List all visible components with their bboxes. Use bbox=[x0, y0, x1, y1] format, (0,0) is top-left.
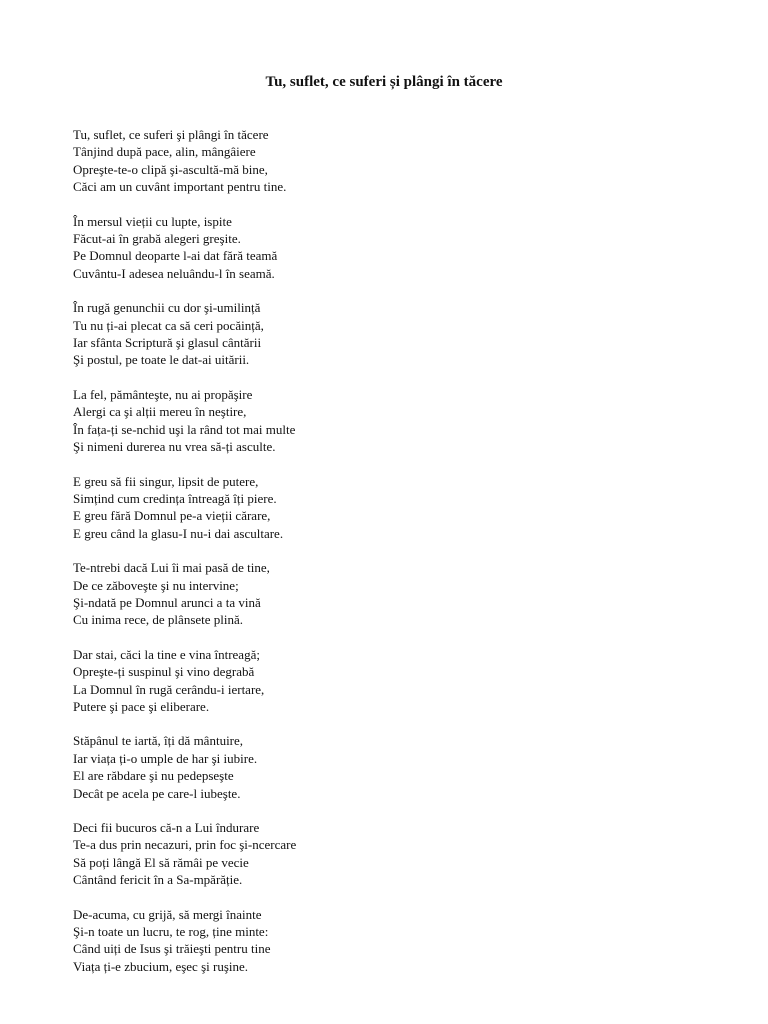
stanza bbox=[73, 906, 673, 976]
poem-line: Decât pe acela pe care-l iubeşte. bbox=[73, 785, 241, 801]
poem-line: Te-a dus prin necazuri, prin foc şi-ncercare bbox=[73, 837, 297, 853]
poem-line: Şi-n toate un lucru, te rog, ține minte: bbox=[73, 924, 269, 940]
poem-line: Cuvântu-I adesea neluându-l în seamă. bbox=[73, 265, 275, 281]
poem-line: Te-ntrebi dacă Lui îi mai pasă de tine, bbox=[73, 560, 270, 576]
stanza bbox=[73, 819, 673, 889]
poem-line: E greu să fii singur, lipsit de putere, bbox=[73, 473, 259, 489]
poem-line: La fel, pământeşte, nu ai propăşire bbox=[73, 386, 253, 402]
poem-line: Cu inima rece, de plânsete plină. bbox=[73, 612, 244, 628]
poem-line: Căci am un cuvânt important pentru tine. bbox=[73, 179, 287, 195]
poem-line: E greu fără Domnul pe-a vieții cărare, bbox=[73, 508, 271, 524]
stanza bbox=[73, 213, 673, 283]
stanza bbox=[73, 559, 673, 629]
stanza bbox=[73, 473, 673, 543]
poem-line: De ce zăboveşte şi nu intervine; bbox=[73, 577, 239, 593]
poem-title: Tu, suflet, ce suferi și plângi în tăcere bbox=[265, 74, 503, 90]
stanza bbox=[73, 386, 673, 456]
poem-line: Şi postul, pe toate le dat-ai uitării. bbox=[73, 352, 250, 368]
poem-line: Viața ți-e zbucium, eşec şi ruşine. bbox=[73, 958, 249, 974]
stanza bbox=[73, 299, 673, 369]
poem-line: Pe Domnul deoparte l-ai dat fără teamă bbox=[73, 248, 278, 264]
poem-line: În fața-ți se-nchid uşi la rând tot mai multe bbox=[73, 421, 296, 437]
poem-line: Iar sfânta Scriptură şi glasul cântării bbox=[73, 335, 262, 351]
poem-line: Deci fii bucuros că-n a Lui îndurare bbox=[73, 820, 260, 835]
stanza bbox=[73, 732, 673, 802]
poem-line: Opreşte-ți suspinul şi vino degrabă bbox=[73, 664, 255, 680]
poem-line: El are răbdare şi nu pedepseşte bbox=[73, 768, 234, 784]
poem-line: Făcut-ai în grabă alegeri greşite. bbox=[73, 231, 241, 247]
poem-line: Dar stai, căci la tine e vina întreagă; bbox=[73, 646, 260, 662]
poem-line: Alergi ca şi alții mereu în neştire, bbox=[73, 404, 247, 420]
poem-line: De-acuma, cu grijă, să mergi înainte bbox=[73, 906, 262, 922]
poem-line: Şi nimeni durerea nu vrea să-ți asculte. bbox=[73, 439, 276, 455]
poem-line: Opreşte-te-o clipă şi-ascultă-mă bine, bbox=[73, 161, 268, 177]
poem-line: Stăpânul te iartă, îți dă mântuire, bbox=[73, 733, 244, 749]
poem-line: Putere şi pace şi eliberare. bbox=[73, 698, 210, 714]
poem-line: Tu nu ți-ai plecat ca să ceri pocăință, bbox=[73, 317, 264, 333]
poem-line: Iar viața ți-o umple de har şi iubire. bbox=[73, 750, 258, 766]
poem-line: Cântând fericit în a Sa-mpărăție. bbox=[73, 872, 243, 888]
poem-line: La Domnul în rugă cerându-i iertare, bbox=[73, 681, 265, 697]
poem-line: Tu, suflet, ce suferi şi plângi în tăcere bbox=[73, 127, 269, 142]
poem-line: Să poți lângă El să rămâi pe vecie bbox=[73, 854, 249, 870]
poem-line: Tânjind după pace, alin, mângâiere bbox=[73, 144, 256, 160]
poem-line: În mersul vieții cu lupte, ispite bbox=[73, 213, 232, 229]
poem-body bbox=[73, 126, 673, 992]
poem-line: E greu când la glasu-I nu-i dai ascultare. bbox=[73, 525, 284, 541]
poem-line: În rugă genunchii cu dor şi-umilință bbox=[73, 300, 261, 316]
poem-line: Când uiți de Isus şi trăieşti pentru tine bbox=[73, 941, 271, 957]
poem-line: Şi-ndată pe Domnul arunci a ta vină bbox=[73, 594, 261, 610]
poem-line: Simțind cum credința întreagă îți piere. bbox=[73, 490, 277, 506]
stanza bbox=[73, 646, 673, 716]
stanza bbox=[73, 126, 673, 196]
